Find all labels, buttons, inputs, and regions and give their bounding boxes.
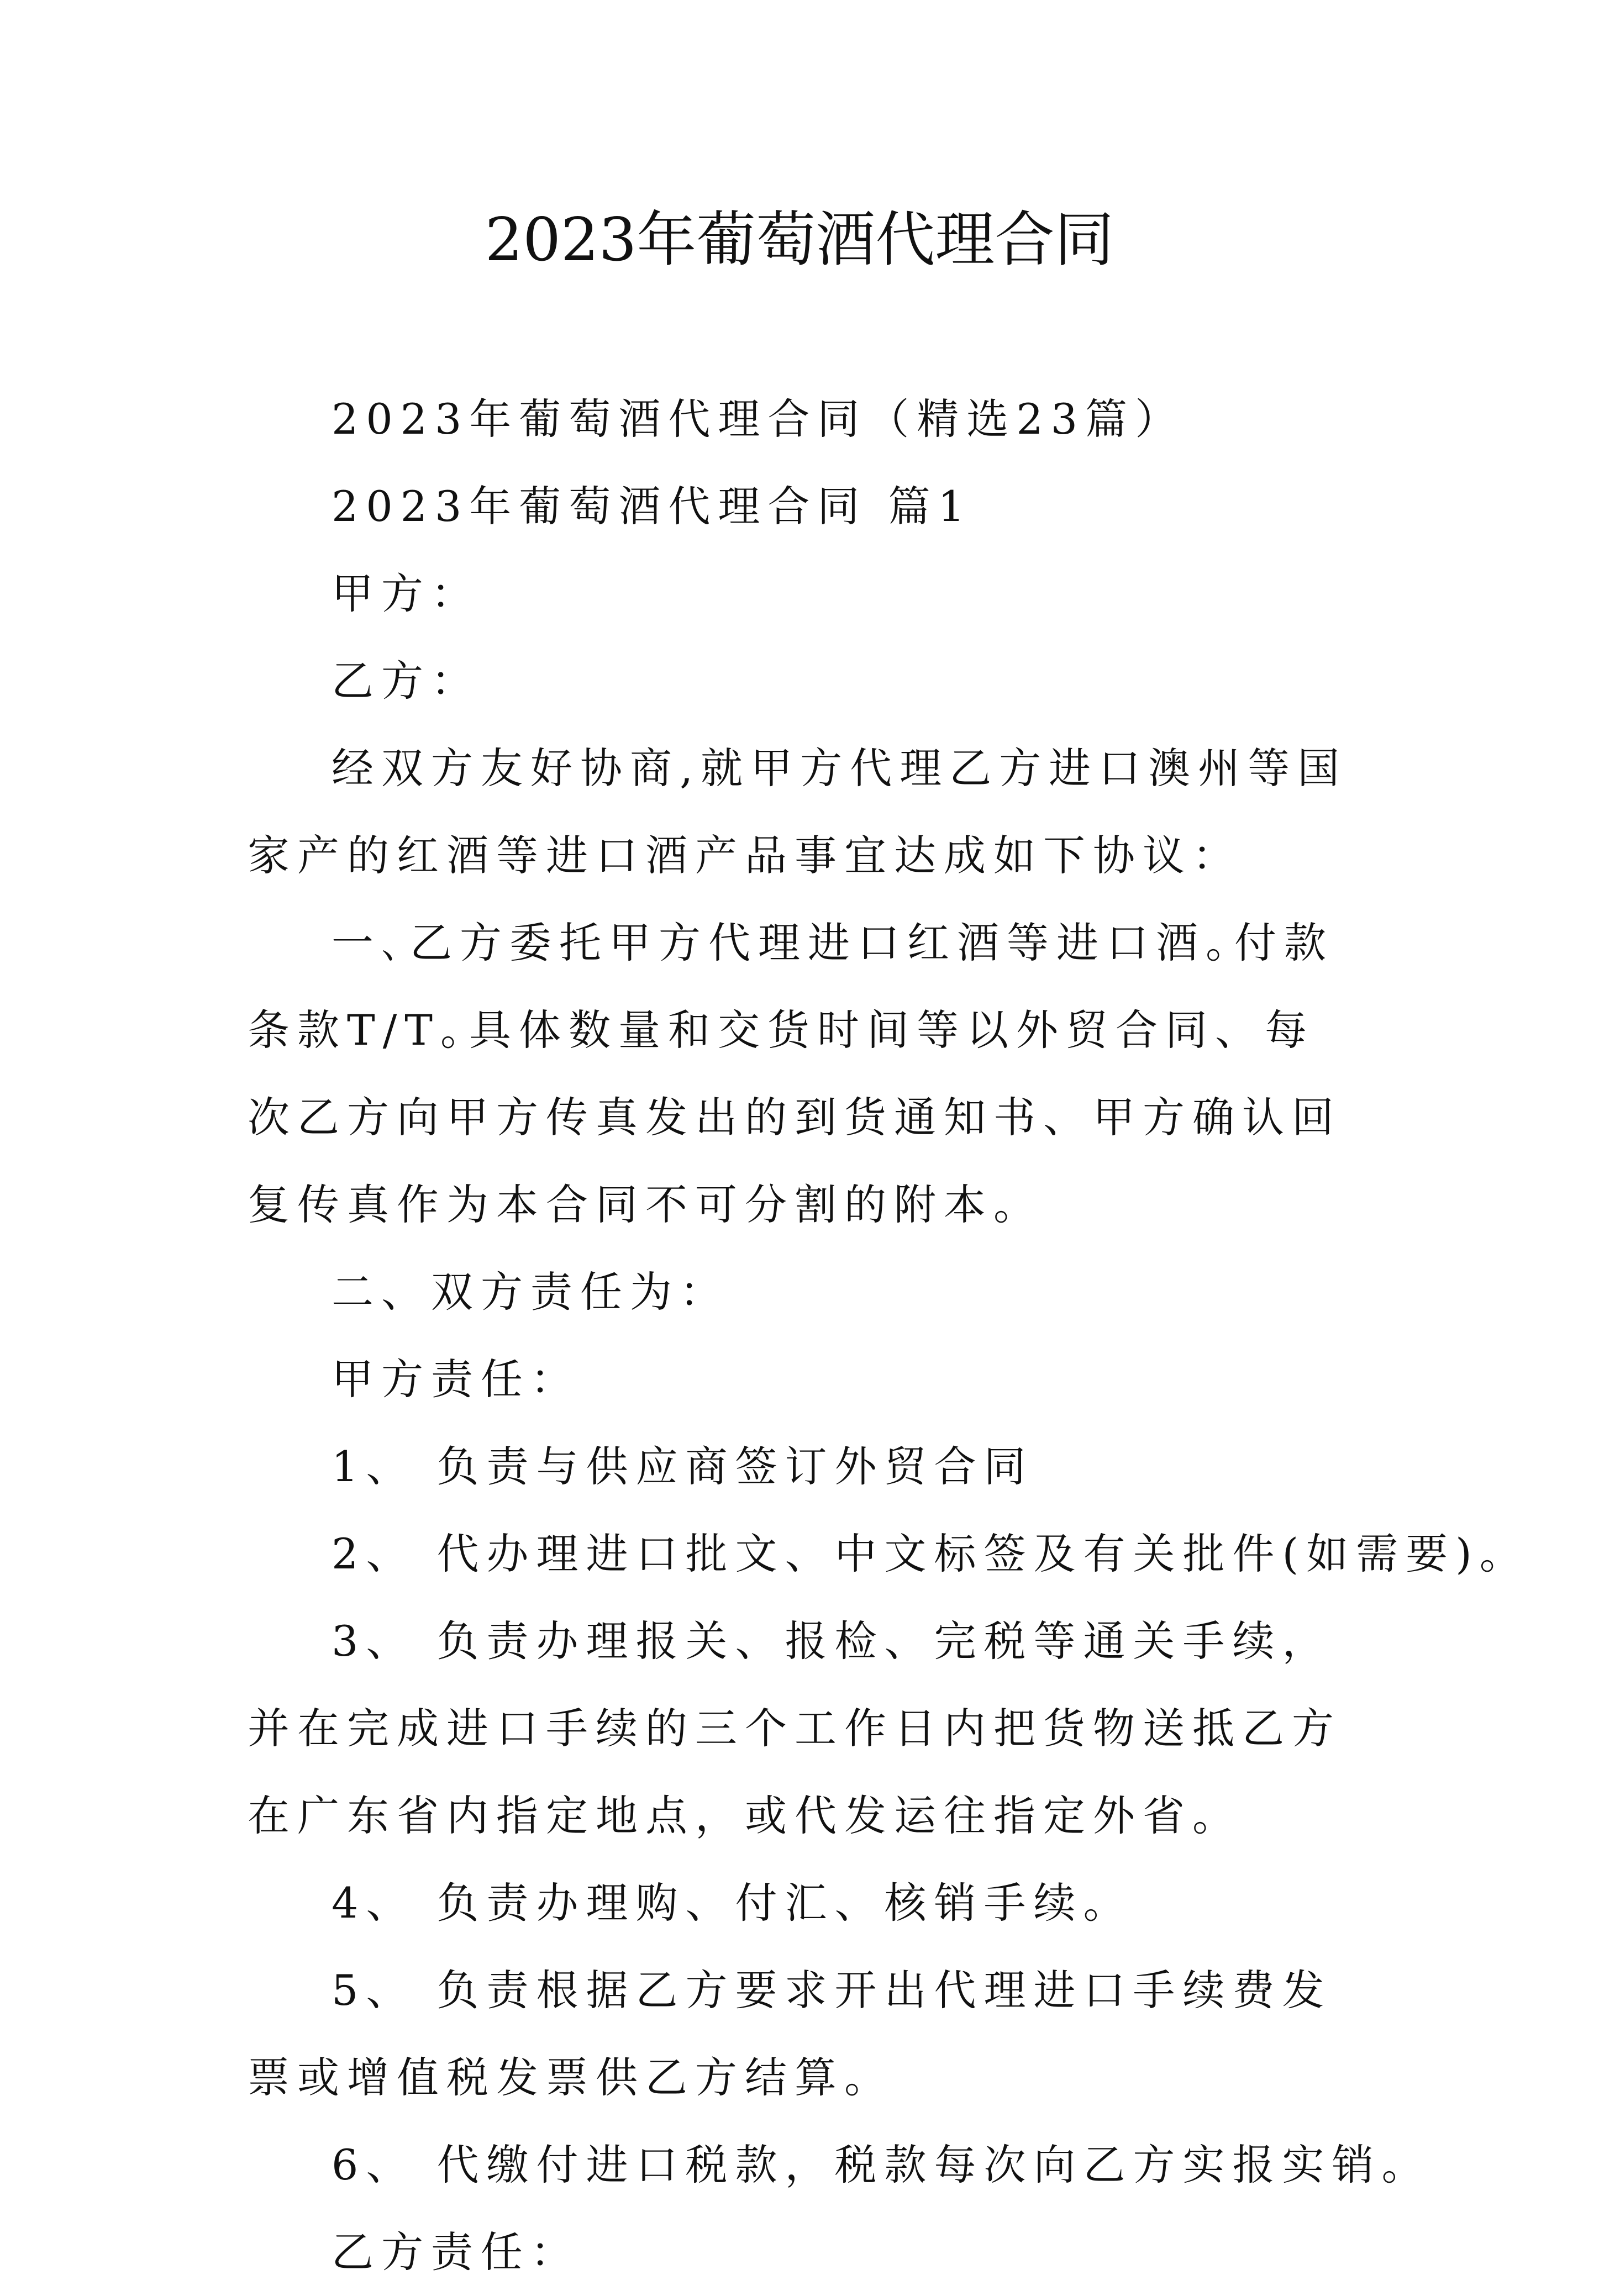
paragraph-party-a-duties-heading: 甲方责任： — [332, 1355, 580, 1404]
paragraph-section-heading: 2023年葡萄酒代理合同 篇1 — [332, 482, 972, 531]
paragraph-preamble: 经双方友好协商,就甲方代理乙方进口澳州等国家产的红酒等进口酒产品事宜达成如下协议： — [248, 744, 1348, 880]
paragraph-clause-2: 二、双方责任为： — [332, 1267, 729, 1316]
list-item: 1、 负责与供应商签订外贸合同 — [332, 1442, 1034, 1491]
list-item: 5、 负责根据乙方要求开出代理进口手续费发票或增值税发票供乙方结算。 — [248, 1966, 1332, 2102]
paragraph-party-a: 甲方： — [332, 569, 481, 618]
list-item: 2、 代办理进口批文、中文标签及有关批件(如需要)。 — [332, 1529, 1529, 1578]
paragraph-clause-1: 一､乙方委托甲方代理进口红酒等进口酒｡付款条款T/T｡具体数量和交货时间等以外贸合同、每次乙方向甲方传真发出的到货通知书、甲方确认回复传真作为本合同不可分割的附本。 — [248, 918, 1342, 1229]
document-body — [248, 376, 1529, 2296]
list-item: 6、 代缴付进口税款，税款每次向乙方实报实销。 — [332, 2140, 1432, 2189]
paragraph-party-b: 乙方： — [332, 656, 481, 705]
paragraph-subtitle: 2023年葡萄酒代理合同（精选23篇） — [332, 394, 1185, 444]
list-item: 4、 负责办理购、付汇、核销手续。 — [332, 1878, 1133, 1928]
paragraph-party-b-duties-heading: 乙方责任： — [332, 2227, 580, 2277]
document-title: 2023年葡萄酒代理合同 — [485, 206, 1114, 275]
list-item: 3、 负责办理报关、报检、完税等通关手续，并在完成进口手续的三个工作日内把货物送抵乙方在广东省内指定地点，或代发运往指定外省。 — [248, 1616, 1342, 1840]
